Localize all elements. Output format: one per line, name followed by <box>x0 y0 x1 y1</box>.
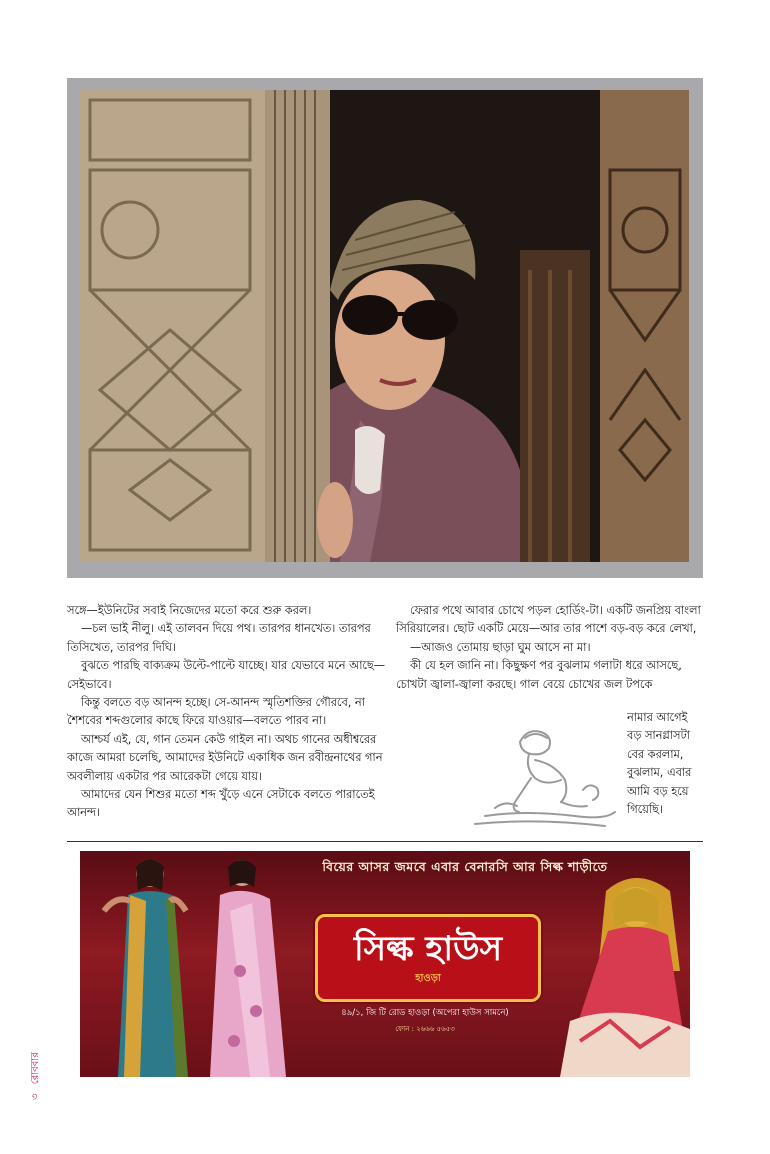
article-left-column <box>67 602 387 823</box>
paragraph: ফেরার পথে আবার চোখে পড়ল হোর্ডিং-টা। একটি জনপ্রিয় বাংলা সিরিয়ালের। ছোট একটি মেয়ে—আর তার পাশে বড়-বড় করে লেখা, <box>396 604 701 636</box>
model-figure <box>190 851 300 1077</box>
page-number: ৩ <box>30 1093 41 1100</box>
divider <box>67 841 703 842</box>
article-right-column <box>396 602 702 694</box>
page-footer-label <box>28 1020 42 1100</box>
text-line: বুঝলাম, এবার <box>627 766 692 780</box>
advertisement-banner <box>80 851 690 1077</box>
text-line: নামার আগেই <box>627 711 688 724</box>
magazine-name: রোববার <box>30 1052 41 1085</box>
paragraph: আমাদের যেন শিশুর মতো শব্দ খুঁড়ে এনে সেটাকে বলতে পারাতেই আনন্দ। <box>67 788 375 820</box>
paragraph: —আজও তোমায় ছাড়া ঘুম আসে না মা। <box>410 640 591 654</box>
model-figure <box>90 851 200 1077</box>
bride-figure <box>550 851 690 1077</box>
paragraph: কী যে হল জানি না। কিছুক্ষণ পর বুঝলাম গলাটা ধরে আসছে, চোখটা জ্বালা-জ্বালা করছে। গাল বেয়ে চোখের জল টপকে <box>396 659 682 691</box>
text-line: গিয়েছি। <box>627 803 663 817</box>
paragraph: বুঝতে পারছি বাক্যক্রম উল্টে-পাল্টে যাচ্ছে। যার যেভাবে মনে আছে—সেইভাবে। <box>67 659 386 691</box>
brand-name: সিল্ক হাউস <box>353 929 503 969</box>
portrait-photo <box>80 90 689 562</box>
brand-logo <box>315 914 541 1002</box>
text-line: বড় সানগ্লাসটা <box>627 729 690 743</box>
paragraph: কিন্তু বলতে বড় আনন্দ হচ্ছে। সে-আনন্দ স্মৃতিশক্তির গৌরবে, না শৈশবের শব্দগুলোর কাছে ফিরে যাওয়ার—বলতে পারব না। <box>67 696 365 728</box>
brand-city: হাওড়া <box>415 973 441 984</box>
sketch-illustration <box>465 720 625 832</box>
wrapped-text <box>627 709 707 819</box>
paragraph: সঙ্গে—ইউনিটের সবাই নিজেদের মতো করে শুরু করল। <box>67 604 312 617</box>
ad-tagline: বিয়ের আসর জমবে এবার বেনারসি আর সিল্ক শাড়ীতে <box>322 859 608 874</box>
ad-phone: ফোন : ২৬৬৬ ৫৬৫৩ <box>395 1025 455 1033</box>
text-line: বের করলাম, <box>627 747 684 761</box>
photo-frame <box>67 78 703 578</box>
paragraph: —চল ভাই নীলু। এই তালবন দিয়ে পথ। তারপর ধানখেত। তারপর তিসিখেত, তারপর দিঘি। <box>67 622 371 654</box>
paragraph: আশ্চর্য এই, যে, গান তেমন কেউ গাইল না। অথচ গানের অধীশ্বরের কাজে আমরা চলেছি, আমাদের ইউনিটে একাধিক জন রবীন্দ্রনাথের গান অবলীলায় একটার পর আরেকটা গেয়ে যায়। <box>67 732 383 783</box>
text-line: আমি বড় হয়ে <box>627 784 689 798</box>
ad-address: ৪৯/১, জি টি রোড হাওড়া (অপেরা হাউস সামনে) <box>341 1008 509 1018</box>
